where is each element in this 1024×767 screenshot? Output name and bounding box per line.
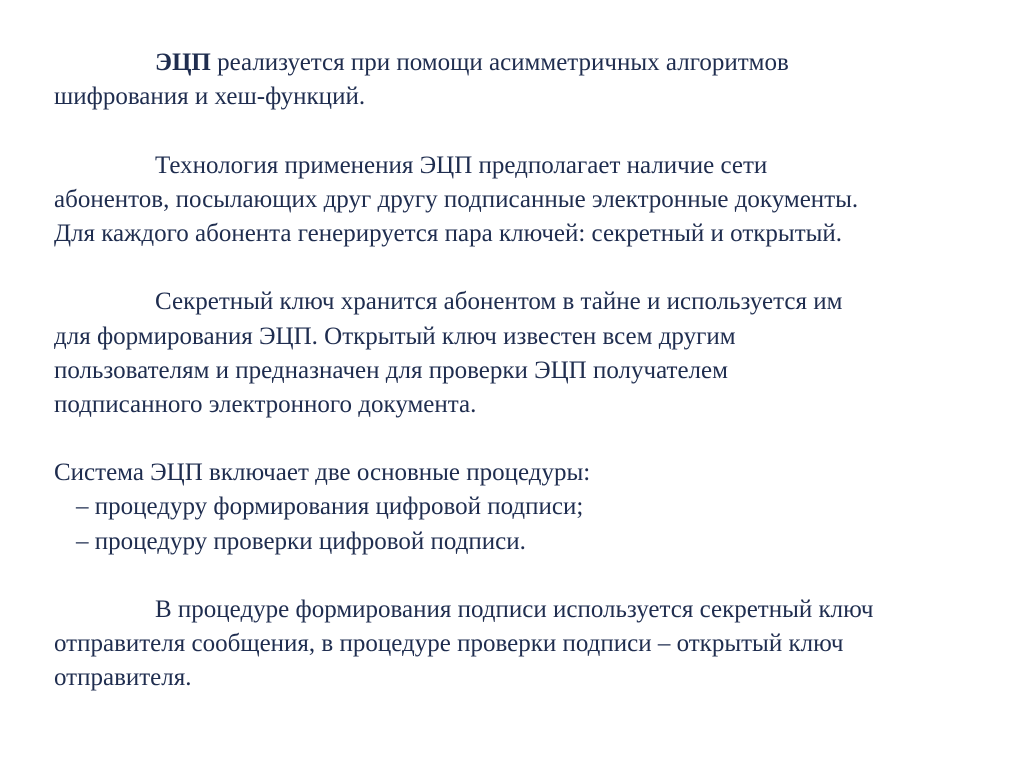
p4-list-item-1: – процедуру формирования цифровой подписи;: [76, 493, 584, 520]
p5-line-2: отправителя сообщения, в процедуре проверки подписи – открытый ключ: [54, 630, 844, 657]
p5-line-3: отправителя.: [54, 664, 192, 691]
p2-line-2: абонентов, посылающих друг другу подписанные электронные документы.: [54, 186, 859, 213]
p2-line-1: Технология применения ЭЦП предполагает наличие сети: [155, 152, 768, 179]
p5-line-1: В процедуре формирования подписи используется секретный ключ: [155, 596, 874, 623]
p2-line-3: Для каждого абонента генерируется пара ключей: секретный и открытый.: [54, 220, 843, 247]
p3-line-3: пользователям и предназначен для проверки ЭЦП получателем: [54, 357, 728, 384]
p3-line-1: Секретный ключ хранится абонентом в тайне и используется им: [155, 288, 843, 315]
p1-line-1-rest: реализуется при помощи асимметричных алгоритмов: [210, 49, 789, 76]
p1-line-2: шифрования и хеш-функций.: [54, 83, 366, 110]
ecp-bold-term: ЭЦП: [155, 49, 211, 76]
p4-line-1: Система ЭЦП включает две основные процедуры:: [54, 459, 591, 486]
p3-line-2: для формирования ЭЦП. Открытый ключ известен всем другим: [54, 323, 736, 350]
p1-line-1: [155, 46, 789, 80]
p3-line-4: подписанного электронного документа.: [54, 391, 477, 418]
p4-list-item-2: – процедуру проверки цифровой подписи.: [76, 528, 526, 555]
